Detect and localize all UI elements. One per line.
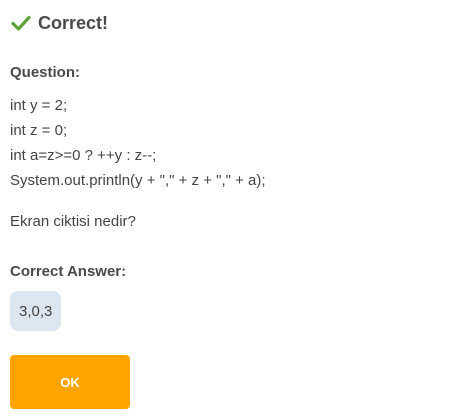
code-line: int y = 2; — [10, 97, 68, 114]
question-label: Question: — [10, 64, 80, 81]
code-line: int z = 0; — [10, 122, 68, 139]
ok-button[interactable]: OK — [10, 355, 130, 409]
result-title: Correct! — [38, 12, 109, 33]
code-snippet — [10, 93, 266, 193]
question-prompt: Ekran ciktisi nedir? — [10, 213, 136, 230]
correct-answer-label: Correct Answer: — [10, 263, 127, 280]
check-icon — [10, 12, 32, 34]
result-header — [10, 12, 108, 34]
code-line: int a=z>=0 ? ++y : z--; — [10, 147, 157, 164]
correct-answer-badge: 3,0,3 — [10, 291, 61, 331]
code-line: System.out.println(y + "," + z + "," + a); — [10, 172, 266, 189]
